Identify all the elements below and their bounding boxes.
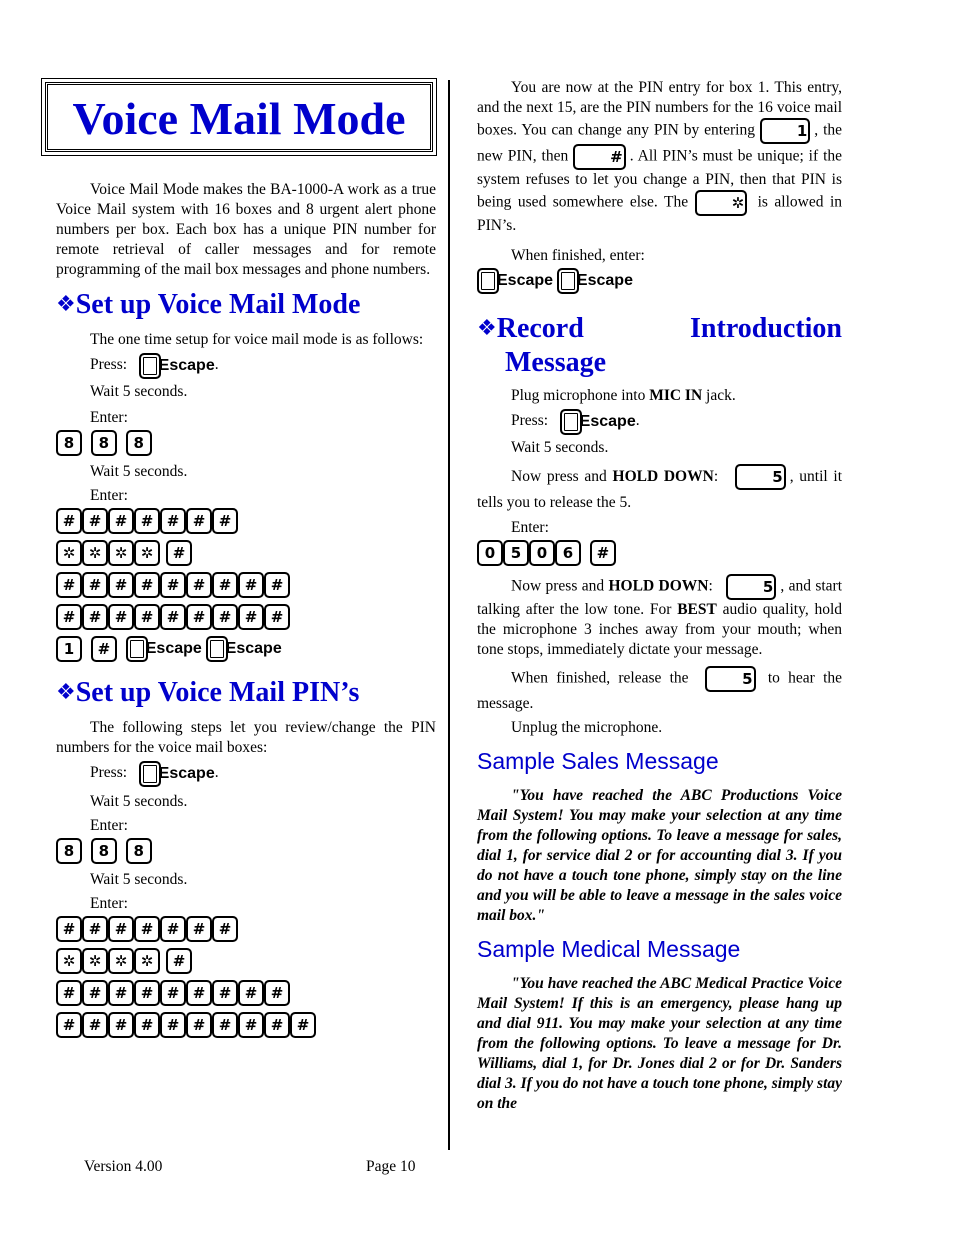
key-star: ✲ xyxy=(108,540,134,566)
key-hash: # xyxy=(160,916,186,942)
key-star: ✲ xyxy=(56,540,82,566)
escape-key: Escape xyxy=(139,758,215,788)
key-hash: # xyxy=(212,916,238,942)
escape-key: Escape xyxy=(560,406,636,436)
escape-key: Escape xyxy=(126,636,202,662)
key-hash: # xyxy=(82,604,108,630)
key-5: 5 xyxy=(726,574,776,600)
key-hash: # xyxy=(108,980,134,1006)
hold-down-5-text: Now press and HOLD DOWN: 5 , until it tells you to release the 5. xyxy=(477,464,842,516)
key-8: 8 xyxy=(56,838,82,864)
footer-page: Page 10 xyxy=(366,1158,416,1175)
key-row-hash-9 xyxy=(56,604,436,634)
key-row-hash-7 xyxy=(56,508,436,538)
escape-key: Escape xyxy=(557,268,633,294)
key-hash: # xyxy=(82,572,108,598)
key-row-finish xyxy=(56,636,436,666)
key-row-hash-9 xyxy=(56,572,436,602)
key-hash: # xyxy=(134,916,160,942)
key-hash: # xyxy=(134,604,160,630)
key-5: 5 xyxy=(735,464,785,490)
key-8: 8 xyxy=(91,430,117,456)
key-hash: # xyxy=(238,604,264,630)
key-row-star-hash xyxy=(56,540,436,570)
key-8: 8 xyxy=(126,838,152,864)
key-star: ✲ xyxy=(82,540,108,566)
key-row-escape xyxy=(477,268,842,298)
setup-press-line: Press: Escape. xyxy=(56,350,436,380)
key-hash: # xyxy=(212,572,238,598)
diamond-icon: ❖ xyxy=(56,292,76,317)
key-hash: # xyxy=(160,604,186,630)
key-hash: # xyxy=(238,1012,264,1038)
sales-heading: Sample Sales Message xyxy=(477,748,719,775)
when-finished: When finished, enter: xyxy=(511,247,645,264)
key-hash: # xyxy=(82,916,108,942)
key-hash: # xyxy=(186,980,212,1006)
key-hash: # xyxy=(108,508,134,534)
key-star: ✲ xyxy=(108,948,134,974)
setup-enter-2: Enter: xyxy=(90,487,128,504)
key-hash: # xyxy=(82,508,108,534)
key-hash: # xyxy=(56,1012,82,1038)
key-hash: # xyxy=(186,508,212,534)
key-hash: # xyxy=(108,1012,134,1038)
setup-wait: Wait 5 seconds. xyxy=(90,383,188,400)
key-0: 0 xyxy=(529,540,555,566)
key-row-888 xyxy=(56,430,436,460)
intro-text: Voice Mail Mode makes the BA-1000-A work as a true Voice Mail system with 16 boxes and 8 urgent alert phone numbers per box. Each box has a unique PIN number for remote retrieval of caller messages and for remote programming of the mail box messages and phone numbers. xyxy=(56,181,436,278)
key-hash: # xyxy=(264,572,290,598)
column-divider xyxy=(448,80,450,1150)
key-star: ✲ xyxy=(82,948,108,974)
key-star: ✲ xyxy=(134,948,160,974)
right-column xyxy=(477,78,842,1114)
key-hash: # xyxy=(238,572,264,598)
key-row-hash-7 xyxy=(56,916,436,946)
key-hash: # xyxy=(160,980,186,1006)
key-hash: # xyxy=(91,636,117,662)
key-hash: # xyxy=(56,916,82,942)
key-hash: # xyxy=(160,572,186,598)
pin-entry-text: You are now at the PIN entry for box 1. This entry, and the next 15, are the PIN numbers for the 16 voice mail boxes. You can change any PIN by entering 1 , the new PIN, then # . All PIN’s must be unique; if the system refuses to let you change a PIN, then that PIN is being used somewhere else. The ✲ is allowed in PIN’s. xyxy=(477,79,843,234)
record-press-line: Press: Escape. xyxy=(477,406,842,436)
key-hash: # xyxy=(134,508,160,534)
record-enter: Enter: xyxy=(511,519,549,537)
left-column xyxy=(56,78,436,1044)
diamond-icon: ❖ xyxy=(477,316,497,341)
pins-enter-2: Enter: xyxy=(90,895,128,912)
key-hash: # xyxy=(56,508,82,534)
key-hash: # xyxy=(160,508,186,534)
setup-enter: Enter: xyxy=(90,409,128,426)
key-6: 6 xyxy=(555,540,581,566)
key-1: 1 xyxy=(56,636,82,662)
start-talking-text: Now press and HOLD DOWN: 5 , and start talking after the low tone. For BEST audio quality, hold the microphone 3 inches away from your mouth; when tone stops, immediately dictate your message. xyxy=(477,574,842,660)
key-hash: # xyxy=(212,1012,238,1038)
key-row-888 xyxy=(56,838,436,868)
key-1: 1 xyxy=(760,118,810,144)
pins-enter: Enter: xyxy=(90,817,128,834)
key-8: 8 xyxy=(91,838,117,864)
key-hash: # xyxy=(166,540,192,566)
key-star: ✲ xyxy=(134,540,160,566)
page-title: Voice Mail Mode xyxy=(45,82,433,152)
key-hash: # xyxy=(56,572,82,598)
key-star: ✲ xyxy=(56,948,82,974)
key-hash: # xyxy=(590,540,616,566)
key-hash: # xyxy=(212,508,238,534)
key-hash: # xyxy=(212,980,238,1006)
medical-text: "You have reached the ABC Medical Practice Voice Mail System! If this is an emergency, please hang up and dial 911. You may make your selection at any time from the following options. To leave a message for Dr. Williams, dial 1, for Dr. Jones dial 2 or for Dr. Sanders dial 3. If you do not have a touch tone phone, simply stay on the xyxy=(477,975,842,1113)
key-hash: # xyxy=(238,980,264,1006)
key-hash: # xyxy=(573,144,626,170)
key-row-star-hash xyxy=(56,948,436,978)
escape-key: Escape xyxy=(477,268,553,294)
key-hash: # xyxy=(186,604,212,630)
key-row-05066 xyxy=(477,540,842,570)
key-hash: # xyxy=(56,604,82,630)
key-row-hash-10 xyxy=(56,1012,436,1042)
key-hash: # xyxy=(186,1012,212,1038)
key-8: 8 xyxy=(126,430,152,456)
key-hash: # xyxy=(212,604,238,630)
release-text: When finished, release the 5 to hear the message. xyxy=(477,666,842,716)
key-8: 8 xyxy=(56,430,82,456)
key-star: ✲ xyxy=(695,190,748,216)
key-hash: # xyxy=(134,572,160,598)
record-heading-line-2: Message xyxy=(505,347,607,378)
sales-text: "You have reached the ABC Productions Voice Mail System! You may make your selection at any time from the following options. To leave a message for sales, dial 1, for service dial 2 or for accounting dial 3. If you do not have a touch tone phone, simply stay on the line and you will be able to leave a message in the sales voice mail box." xyxy=(477,787,842,925)
key-row-hash-9 xyxy=(56,980,436,1010)
escape-key: Escape xyxy=(206,636,282,662)
key-5: 5 xyxy=(705,666,755,692)
pins-wait: Wait 5 seconds. xyxy=(90,793,188,810)
pins-press-line: Press: Escape. xyxy=(56,758,436,788)
pins-heading: ❖Set up Voice Mail PIN’s xyxy=(56,677,360,708)
plug-mic-text: Plug microphone into MIC IN jack. xyxy=(511,387,736,404)
diamond-icon: ❖ xyxy=(56,680,76,705)
pins-wait-2: Wait 5 seconds. xyxy=(90,871,188,888)
key-hash: # xyxy=(108,572,134,598)
unplug-text: Unplug the microphone. xyxy=(511,719,663,737)
record-wait: Wait 5 seconds. xyxy=(511,439,609,456)
key-hash: # xyxy=(186,916,212,942)
key-hash: # xyxy=(264,980,290,1006)
escape-key: Escape xyxy=(139,350,215,380)
key-hash: # xyxy=(134,1012,160,1038)
footer-version: Version 4.00 xyxy=(84,1158,163,1175)
key-hash: # xyxy=(166,948,192,974)
pins-text: The following steps let you review/change the PIN numbers for the voice mail boxes: xyxy=(56,719,436,756)
key-hash: # xyxy=(160,1012,186,1038)
setup-text: The one time setup for voice mail mode is as follows: xyxy=(90,331,424,348)
key-hash: # xyxy=(264,604,290,630)
title-frame xyxy=(41,78,437,156)
key-hash: # xyxy=(108,916,134,942)
key-hash: # xyxy=(82,980,108,1006)
key-5: 5 xyxy=(503,540,529,566)
record-heading: ❖Record Introduction xyxy=(477,313,842,344)
key-hash: # xyxy=(290,1012,316,1038)
setup-heading: ❖Set up Voice Mail Mode xyxy=(56,289,361,320)
key-hash: # xyxy=(264,1012,290,1038)
key-hash: # xyxy=(82,1012,108,1038)
medical-heading: Sample Medical Message xyxy=(477,936,741,963)
key-hash: # xyxy=(56,980,82,1006)
key-0: 0 xyxy=(477,540,503,566)
key-hash: # xyxy=(186,572,212,598)
key-hash: # xyxy=(108,604,134,630)
key-hash: # xyxy=(134,980,160,1006)
setup-wait-2: Wait 5 seconds. xyxy=(90,463,188,480)
